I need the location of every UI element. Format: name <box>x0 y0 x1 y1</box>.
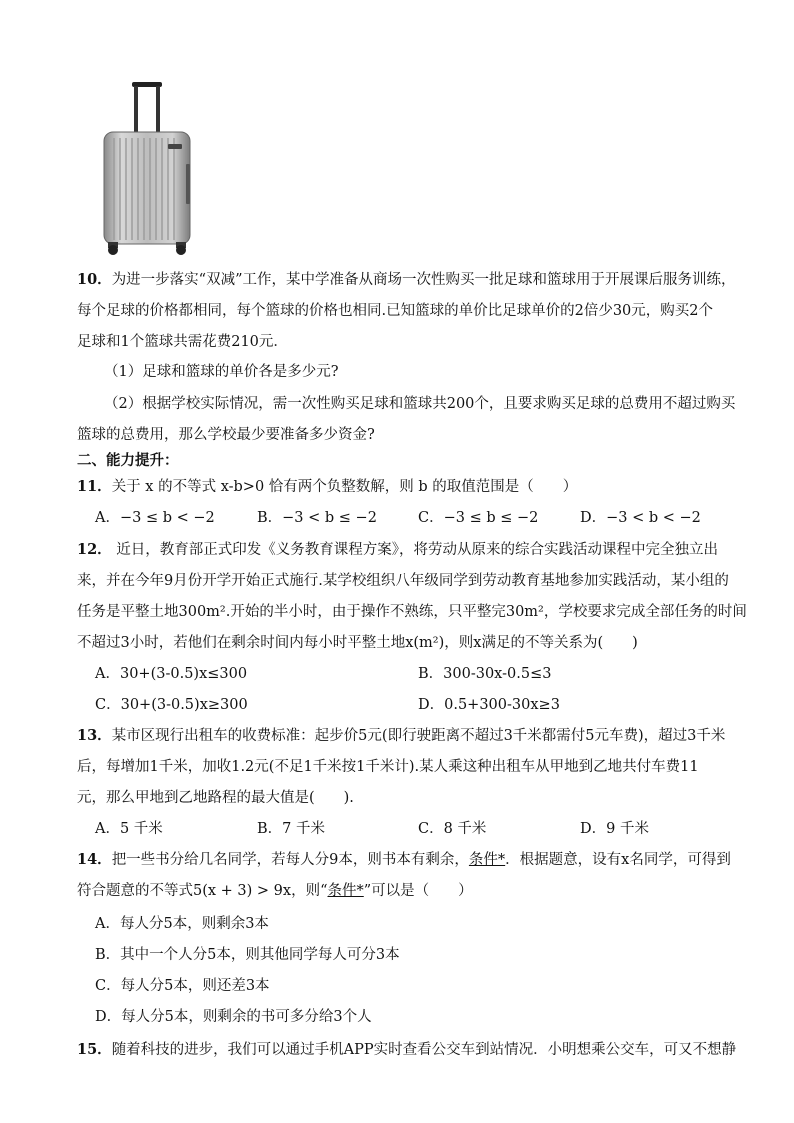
q10-line-1 <box>77 270 736 290</box>
q14-text-1a: 把一些书分给几名同学，若每人分9本，则书本有剩余， <box>111 852 469 868</box>
q10-subquestion-1: （1）足球和篮球的单价各是多少元? <box>104 364 339 380</box>
q11-option-d[interactable]: D．−3 < b < −2 <box>580 510 701 526</box>
q12-option-c[interactable]: C．30+(3-0.5)x≥300 <box>95 697 248 713</box>
q13-line-1 <box>77 726 725 746</box>
q13-option-d[interactable]: D．9 千米 <box>580 821 649 837</box>
q15-line-1 <box>77 1040 736 1060</box>
q12-line-3: 任务是平整土地300m².开始的半小时，由于操作不熟练，只平整完30m²，学校要求完成全部任务的时间 <box>77 604 747 620</box>
q14-condition-underlined: 条件* <box>468 852 506 868</box>
q14-option-c[interactable]: C．每人分5本，则还差3本 <box>95 978 270 994</box>
q14-line-2 <box>77 881 473 901</box>
q14-number: 14． <box>77 851 112 868</box>
q12-option-d[interactable]: D．0.5+300-30x≥3 <box>418 697 560 713</box>
q12-text-1: 近日，教育部正式印发《义务教育课程方案》，将劳动从原来的综合实践活动课程中完全独立出 <box>111 542 719 558</box>
q13-option-b[interactable]: B．7 千米 <box>257 821 325 837</box>
q12-line-2: 来，并在今年9月份开学开始正式施行.某学校组织八年级同学到劳动教育基地参加实践活动，某小组的 <box>77 573 729 589</box>
q10-subquestion-2a: （2）根据学校实际情况，需一次性购买足球和篮球共200个，且要求购买足球的总费用不超过购买 <box>104 396 736 412</box>
section-heading: 二、能力提升： <box>77 452 179 469</box>
q13-number: 13． <box>77 727 112 744</box>
q14-text-2b: ”可以是（ ） <box>363 883 473 899</box>
q13-line-2: 后，每增加1千米，加收1.2元(不足1千米按1千米计).某人乘这种出租车从甲地到乙地共付车费11 <box>77 759 699 775</box>
q11-option-a[interactable]: A．−3 ≤ b < −2 <box>95 510 215 526</box>
q13-option-c[interactable]: C．8 千米 <box>418 821 487 837</box>
q10-number: 10． <box>77 271 112 288</box>
q12-option-a[interactable]: A．30+(3-0.5)x≤300 <box>95 666 248 682</box>
q13-option-a[interactable]: A．5 千米 <box>95 821 163 837</box>
q15-number: 15． <box>77 1041 112 1058</box>
q13-line-3: 元，那么甲地到乙地路程的最大值是( ). <box>77 790 354 806</box>
q14-option-d[interactable]: D．每人分5本，则剩余的书可多分给3个人 <box>95 1009 372 1025</box>
q10-line-3: 足球和1个篮球共需花费210元． <box>77 334 288 350</box>
q10-line-2: 每个足球的价格都相同，每个篮球的价格也相同.已知篮球的单价比足球单价的2倍少30元，购买2个 <box>77 303 714 319</box>
q14-option-b[interactable]: B．其中一个人分5本，则其他同学每人可分3本 <box>95 947 400 963</box>
q10-subquestion-2b: 篮球的总费用，那么学校最少要准备多少资金? <box>77 427 375 443</box>
q14-condition-underlined-2: 条件* <box>327 883 364 899</box>
q11-option-b[interactable]: B．−3 < b ≤ −2 <box>257 510 377 526</box>
q14-text-2a: 符合题意的不等式5(x + 3) > 9x，则“ <box>77 883 328 899</box>
q11-stem <box>77 477 577 497</box>
q14-line-1 <box>77 850 731 870</box>
q12-line-4: 不超过3小时，若他们在剩余时间内每小时平整土地x(m²)，则x满足的不等关系为( ) <box>77 635 638 651</box>
q12-option-b[interactable]: B．300-30x-0.5≤3 <box>418 666 552 682</box>
q14-text-1b: ．根据题意，设有x名同学，可得到 <box>505 852 731 868</box>
q14-option-a[interactable]: A．每人分5本，则剩余3本 <box>95 916 269 932</box>
q12-line-1 <box>77 540 718 560</box>
q15-text-1: 随着科技的进步，我们可以通过手机APP实时查看公交车到站情况．小明想乘公交车，可又不想静 <box>111 1042 737 1058</box>
q11-number: 11． <box>77 478 112 495</box>
q13-text-1: 某市区现行出租车的收费标准：起步价5元(即行驶距离不超过3千米都需付5元车费)，超过3千米 <box>111 728 726 744</box>
q11-option-c[interactable]: C．−3 ≤ b ≤ −2 <box>418 510 539 526</box>
q12-number: 12． <box>77 541 112 558</box>
suitcase-image <box>98 80 194 258</box>
q11-text: 关于 x 的不等式 x-b>0 恰有两个负整数解，则 b 的取值范围是（ ） <box>111 479 578 495</box>
q10-text-1: 为进一步落实“双减”工作，某中学准备从商场一次性购买一批足球和篮球用于开展课后服务训练， <box>111 272 736 288</box>
